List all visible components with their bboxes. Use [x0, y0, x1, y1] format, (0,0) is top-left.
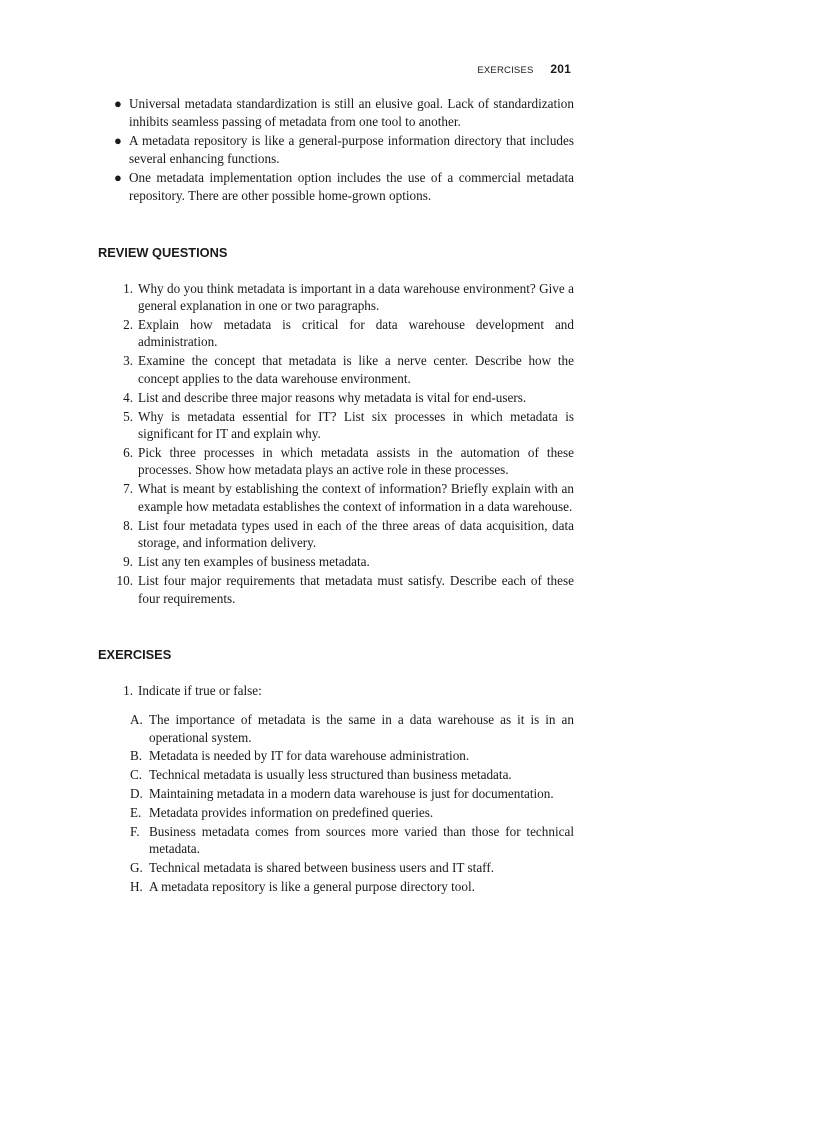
- bullet-icon: ●: [114, 96, 122, 111]
- summary-bullet: ● One metadata implementation option includes the use of a commercial metadata repository. There are other possible home-grown options.: [114, 170, 574, 203]
- review-questions-heading: REVIEW QUESTIONS: [98, 245, 228, 260]
- summary-bullet: ● Universal metadata standardization is still an elusive goal. Lack of standardization inhibits seamless passing of metadata from one tool to another.: [114, 96, 574, 129]
- review-question: 6. Pick three processes in which metadata assists in the automation of these processes. Show how metadata plays an active role in these processes.: [123, 444, 574, 478]
- page-body: [98, 95, 574, 897]
- review-question: 4. List and describe three major reasons why metadata is vital for end-users.: [123, 389, 527, 405]
- page-number: 201: [550, 62, 571, 76]
- bullet-icon: ●: [114, 133, 122, 148]
- bullet-icon: ●: [114, 170, 122, 185]
- review-question: 10. List four major requirements that metadata must satisfy. Describe each of these four requirements.: [116, 573, 574, 606]
- summary-bullets: [98, 95, 574, 204]
- statement-item: H. A metadata repository is like a general purpose directory tool.: [130, 879, 475, 895]
- running-title: EXERCISES: [477, 65, 534, 76]
- review-question: 2. Explain how metadata is critical for data warehouse development and administration.: [123, 316, 574, 350]
- statement-item: F. Business metadata comes from sources more varied than those for technical metadata.: [130, 823, 574, 857]
- statement-item: D. Maintaining metadata in a modern data warehouse is just for documentation.: [130, 786, 554, 802]
- review-question: 3. Examine the concept that metadata is like a nerve center. Describe how the concept applies to the data warehouse environment.: [123, 353, 574, 386]
- statement-item: B. Metadata is needed by IT for data warehouse administration.: [130, 748, 470, 764]
- running-header: [477, 62, 571, 76]
- exercise-number: 1.: [123, 682, 133, 698]
- review-questions-list: [98, 280, 574, 608]
- statement-item: E. Metadata provides information on predefined queries.: [130, 805, 434, 821]
- review-question: 9. List any ten examples of business metadata.: [123, 554, 370, 570]
- statement-item: A. The importance of metadata is the same in a data warehouse as it is in an operational system.: [130, 712, 574, 745]
- review-question: 7. What is meant by establishing the context of information? Briefly explain with an example how metadata establishes the context of information in a data warehouse.: [123, 481, 574, 514]
- true-false-statements: [98, 711, 574, 896]
- exercise-prompt: Indicate if true or false:: [138, 682, 262, 698]
- exercise-item: [98, 682, 574, 700]
- summary-bullet: ● A metadata repository is like a general-purpose information directory that includes several enhancing functions.: [114, 133, 574, 166]
- statement-item: G. Technical metadata is shared between business users and IT staff.: [130, 860, 495, 876]
- review-question: 1. Why do you think metadata is important in a data warehouse environment? Give a general explanation in one or two paragraphs.: [123, 280, 574, 313]
- review-question: 5. Why is metadata essential for IT? List six processes in which metadata is significant for IT and explain why.: [123, 408, 574, 442]
- statement-item: C. Technical metadata is usually less structured than business metadata.: [130, 767, 512, 783]
- review-question: 8. List four metadata types used in each of the three areas of data acquisition, data storage, and information delivery.: [123, 517, 574, 551]
- exercises-heading: EXERCISES: [98, 647, 172, 663]
